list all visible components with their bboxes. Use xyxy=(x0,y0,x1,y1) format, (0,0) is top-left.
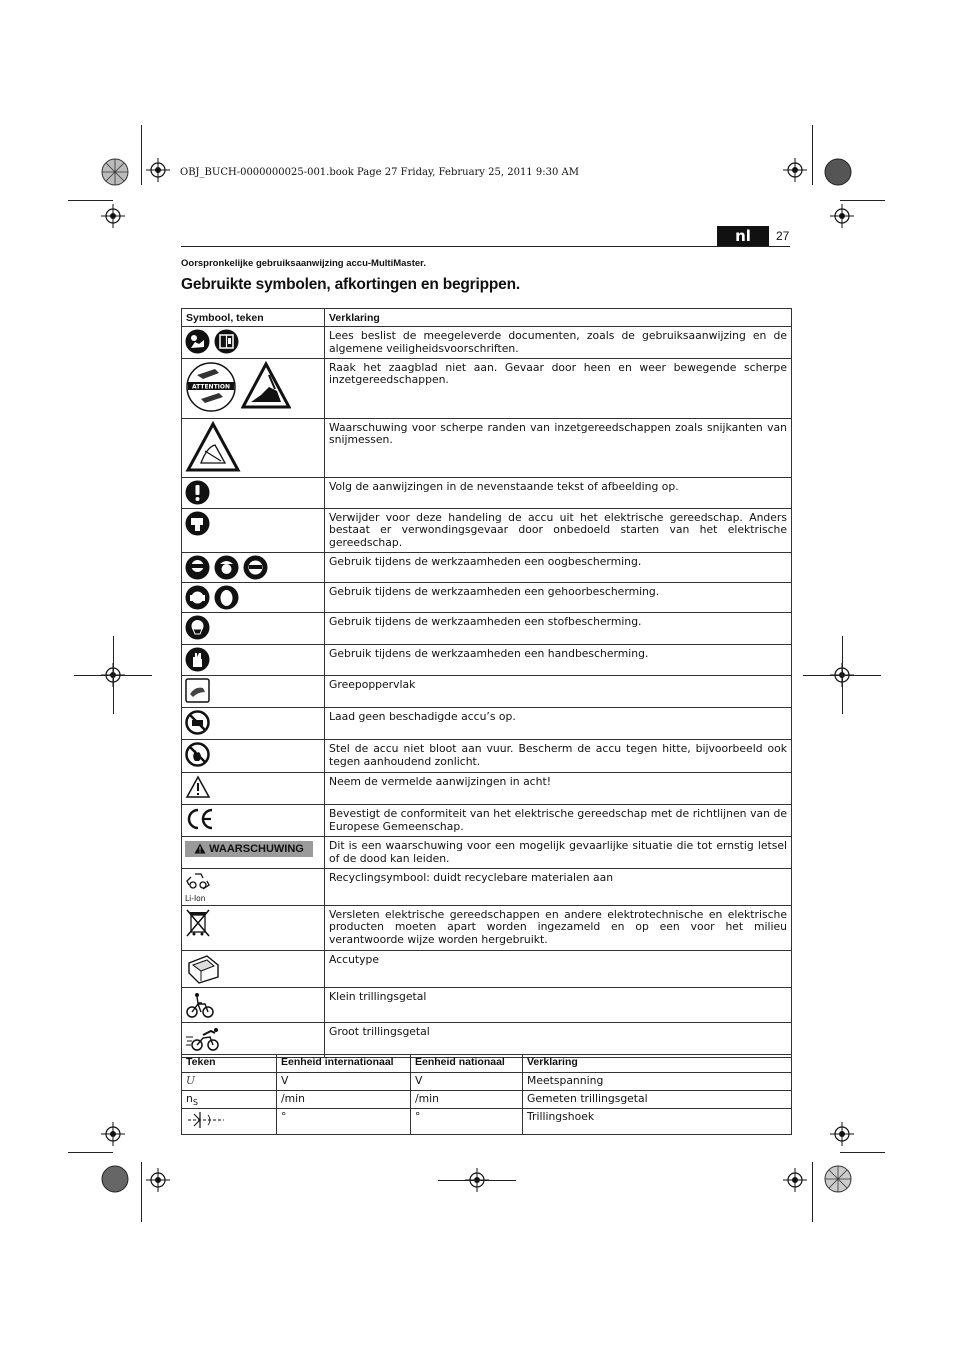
no-fire-battery-icon xyxy=(185,742,321,767)
table-row xyxy=(182,804,792,836)
symbol-explanation: Gebruik tijdens de werkzaamheden een handbescherming. xyxy=(325,644,792,675)
symbol-explanation: Bevestigt de conformiteit van het elektrische gereedschap met de richtlijnen van de Europese Gemeenschap. xyxy=(325,804,792,836)
symbol-explanation: Lees beslist de meegeleverde documenten, zoals de gebruiksaanwijzing en de algemene veiligheidsvoorschriften. xyxy=(325,327,792,359)
table-row xyxy=(182,644,792,675)
registration-mark-icon xyxy=(783,1168,807,1192)
column-header-unit-international: Eenheid internationaal xyxy=(277,1055,411,1073)
registration-mark-icon xyxy=(830,204,854,228)
table-row xyxy=(182,987,792,1022)
unit-sign: U xyxy=(186,1074,196,1087)
symbol-explanation: Verwijder voor deze handeling de accu uit het elektrische gereedschap. Anders bestaat er verwondingsgevaar door onbedoeld starten van het elektrische gereedschap. xyxy=(325,508,792,552)
registration-mark-icon xyxy=(101,1122,125,1146)
unit-national: ° xyxy=(411,1109,523,1135)
registration-mark-icon xyxy=(830,1122,854,1146)
battery-type-icon xyxy=(185,953,321,985)
language-tag: nl xyxy=(717,226,769,246)
column-header-sign: Teken xyxy=(182,1055,277,1073)
registration-mark-icon xyxy=(783,158,807,182)
no-damaged-battery-charge-icon xyxy=(185,710,321,735)
column-header-explanation: Verklaring xyxy=(523,1055,792,1073)
remove-battery-icon xyxy=(185,511,321,536)
table-row xyxy=(182,612,792,644)
page-title: Gebruikte symbolen, afkortingen en begrippen. xyxy=(181,276,520,293)
unit-national: /min xyxy=(411,1091,523,1109)
table-row xyxy=(182,552,792,582)
table-row xyxy=(182,675,792,707)
table-row xyxy=(182,1091,792,1109)
symbol-explanation: Gebruik tijdens de werkzaamheden een gehoorbescherming. xyxy=(325,582,792,612)
table-row xyxy=(182,1109,792,1135)
ce-mark-icon xyxy=(185,807,321,831)
table-row xyxy=(182,905,792,950)
crossed-bin-icon xyxy=(185,908,321,938)
unit-national: V xyxy=(411,1073,523,1091)
unit-international: V xyxy=(277,1073,411,1091)
sharp-edges-warning-icon xyxy=(185,421,321,473)
symbol-explanation: Recyclingsymbool: duidt recyclebare materialen aan xyxy=(325,868,792,905)
unit-sign: n xyxy=(186,1092,193,1105)
svg-text:ATTENTION: ATTENTION xyxy=(191,383,231,391)
table-row xyxy=(182,358,792,418)
column-header-symbol: Symbool, teken xyxy=(182,309,325,327)
table-row xyxy=(182,1022,792,1057)
fast-bike-icon xyxy=(185,1025,321,1055)
unit-sign-subscript: S xyxy=(192,1098,198,1108)
unit-international: ° xyxy=(277,1109,411,1135)
waarschuwing-label-icon xyxy=(185,841,313,857)
read-manual-icon xyxy=(185,329,321,354)
header-rule xyxy=(181,246,790,247)
unit-international: /min xyxy=(277,1091,411,1109)
table-row xyxy=(182,1073,792,1091)
units-table xyxy=(181,1054,792,1135)
hand-protection-icon xyxy=(185,647,321,672)
color-target-icon xyxy=(824,1165,852,1197)
symbol-explanation: Stel de accu niet bloot aan vuur. Bescherm de accu tegen hitte, bijvoorbeeld ook tegen aanhoudend zonlicht. xyxy=(325,739,792,772)
table-row xyxy=(182,582,792,612)
unit-explanation: Trillingshoek xyxy=(523,1109,792,1135)
symbol-explanation: Neem de vermelde aanwijzingen in acht! xyxy=(325,772,792,804)
symbol-explanation: Volg de aanwijzingen in de nevenstaande tekst of afbeelding op. xyxy=(325,477,792,508)
registration-mark-icon xyxy=(101,204,125,228)
symbol-explanation: Versleten elektrische gereedschappen en andere elektrotechnische en elektrische producten moeten apart worden ingezameld en op een voor het milieu verantwoorde wijze worden hergebruikt. xyxy=(325,905,792,950)
symbol-explanation: Raak het zaagblad niet aan. Gevaar door heen en weer bewegende scherpe inzetgereedschappen. xyxy=(325,358,792,418)
color-target-icon xyxy=(101,1165,129,1197)
hearing-protection-icon xyxy=(185,585,321,610)
li-ion-label: Li-Ion xyxy=(185,893,206,903)
registration-mark-icon xyxy=(146,158,170,182)
table-row xyxy=(182,327,792,359)
grip-surface-icon xyxy=(185,678,321,703)
symbol-explanation: Laad geen beschadigde accu’s op. xyxy=(325,707,792,739)
symbol-explanation: Klein trillingsgetal xyxy=(325,987,792,1022)
symbol-explanation: Accutype xyxy=(325,950,792,987)
symbol-explanation: Waarschuwing voor scherpe randen van inzetgereedschappen zoals snijkanten van snijmessen. xyxy=(325,418,792,477)
symbol-explanation: Greepoppervlak xyxy=(325,675,792,707)
table-row xyxy=(182,418,792,477)
table-row xyxy=(182,477,792,508)
color-target-icon xyxy=(824,158,852,190)
table-header-row xyxy=(182,309,792,327)
table-row xyxy=(182,772,792,804)
slow-bike-icon xyxy=(185,990,321,1020)
eye-protection-icon xyxy=(185,555,321,580)
recycling-li-ion-icon xyxy=(185,871,215,903)
color-target-icon xyxy=(101,158,129,190)
column-header-unit-national: Eenheid nationaal xyxy=(411,1055,523,1073)
symbol-explanation: Dit is een waarschuwing voor een mogelijk gevaarlijke situatie die tot ernstig letsel of de dood kan leiden. xyxy=(325,836,792,868)
exclamation-icon xyxy=(185,480,321,505)
do-not-touch-blade-icon xyxy=(185,361,321,413)
column-header-explanation: Verklaring xyxy=(325,309,792,327)
warning-triangle-icon xyxy=(185,775,321,799)
table-header-row xyxy=(182,1055,792,1073)
table-row xyxy=(182,950,792,987)
table-row xyxy=(182,508,792,552)
warning-label-text: WAARSCHUWING xyxy=(209,842,304,855)
symbols-table xyxy=(181,308,792,1058)
document-subtitle: Oorspronkelijke gebruiksaanwijzing accu-MultiMaster. xyxy=(181,258,426,269)
table-row xyxy=(182,868,792,905)
symbol-explanation: Groot trillingsgetal xyxy=(325,1022,792,1057)
oscillation-angle-icon xyxy=(186,1120,226,1133)
unit-explanation: Gemeten trillingsgetal xyxy=(523,1091,792,1109)
symbol-explanation: Gebruik tijdens de werkzaamheden een oogbescherming. xyxy=(325,552,792,582)
table-row xyxy=(182,707,792,739)
book-info-line: OBJ_BUCH-0000000025-001.book Page 27 Friday, February 25, 2011 9:30 AM xyxy=(180,167,579,178)
symbol-explanation: Gebruik tijdens de werkzaamheden een stofbescherming. xyxy=(325,612,792,644)
dust-mask-icon xyxy=(185,615,321,640)
table-row xyxy=(182,739,792,772)
page-number: 27 xyxy=(776,229,790,243)
table-row xyxy=(182,836,792,868)
registration-mark-icon xyxy=(146,1168,170,1192)
unit-explanation: Meetspanning xyxy=(523,1073,792,1091)
